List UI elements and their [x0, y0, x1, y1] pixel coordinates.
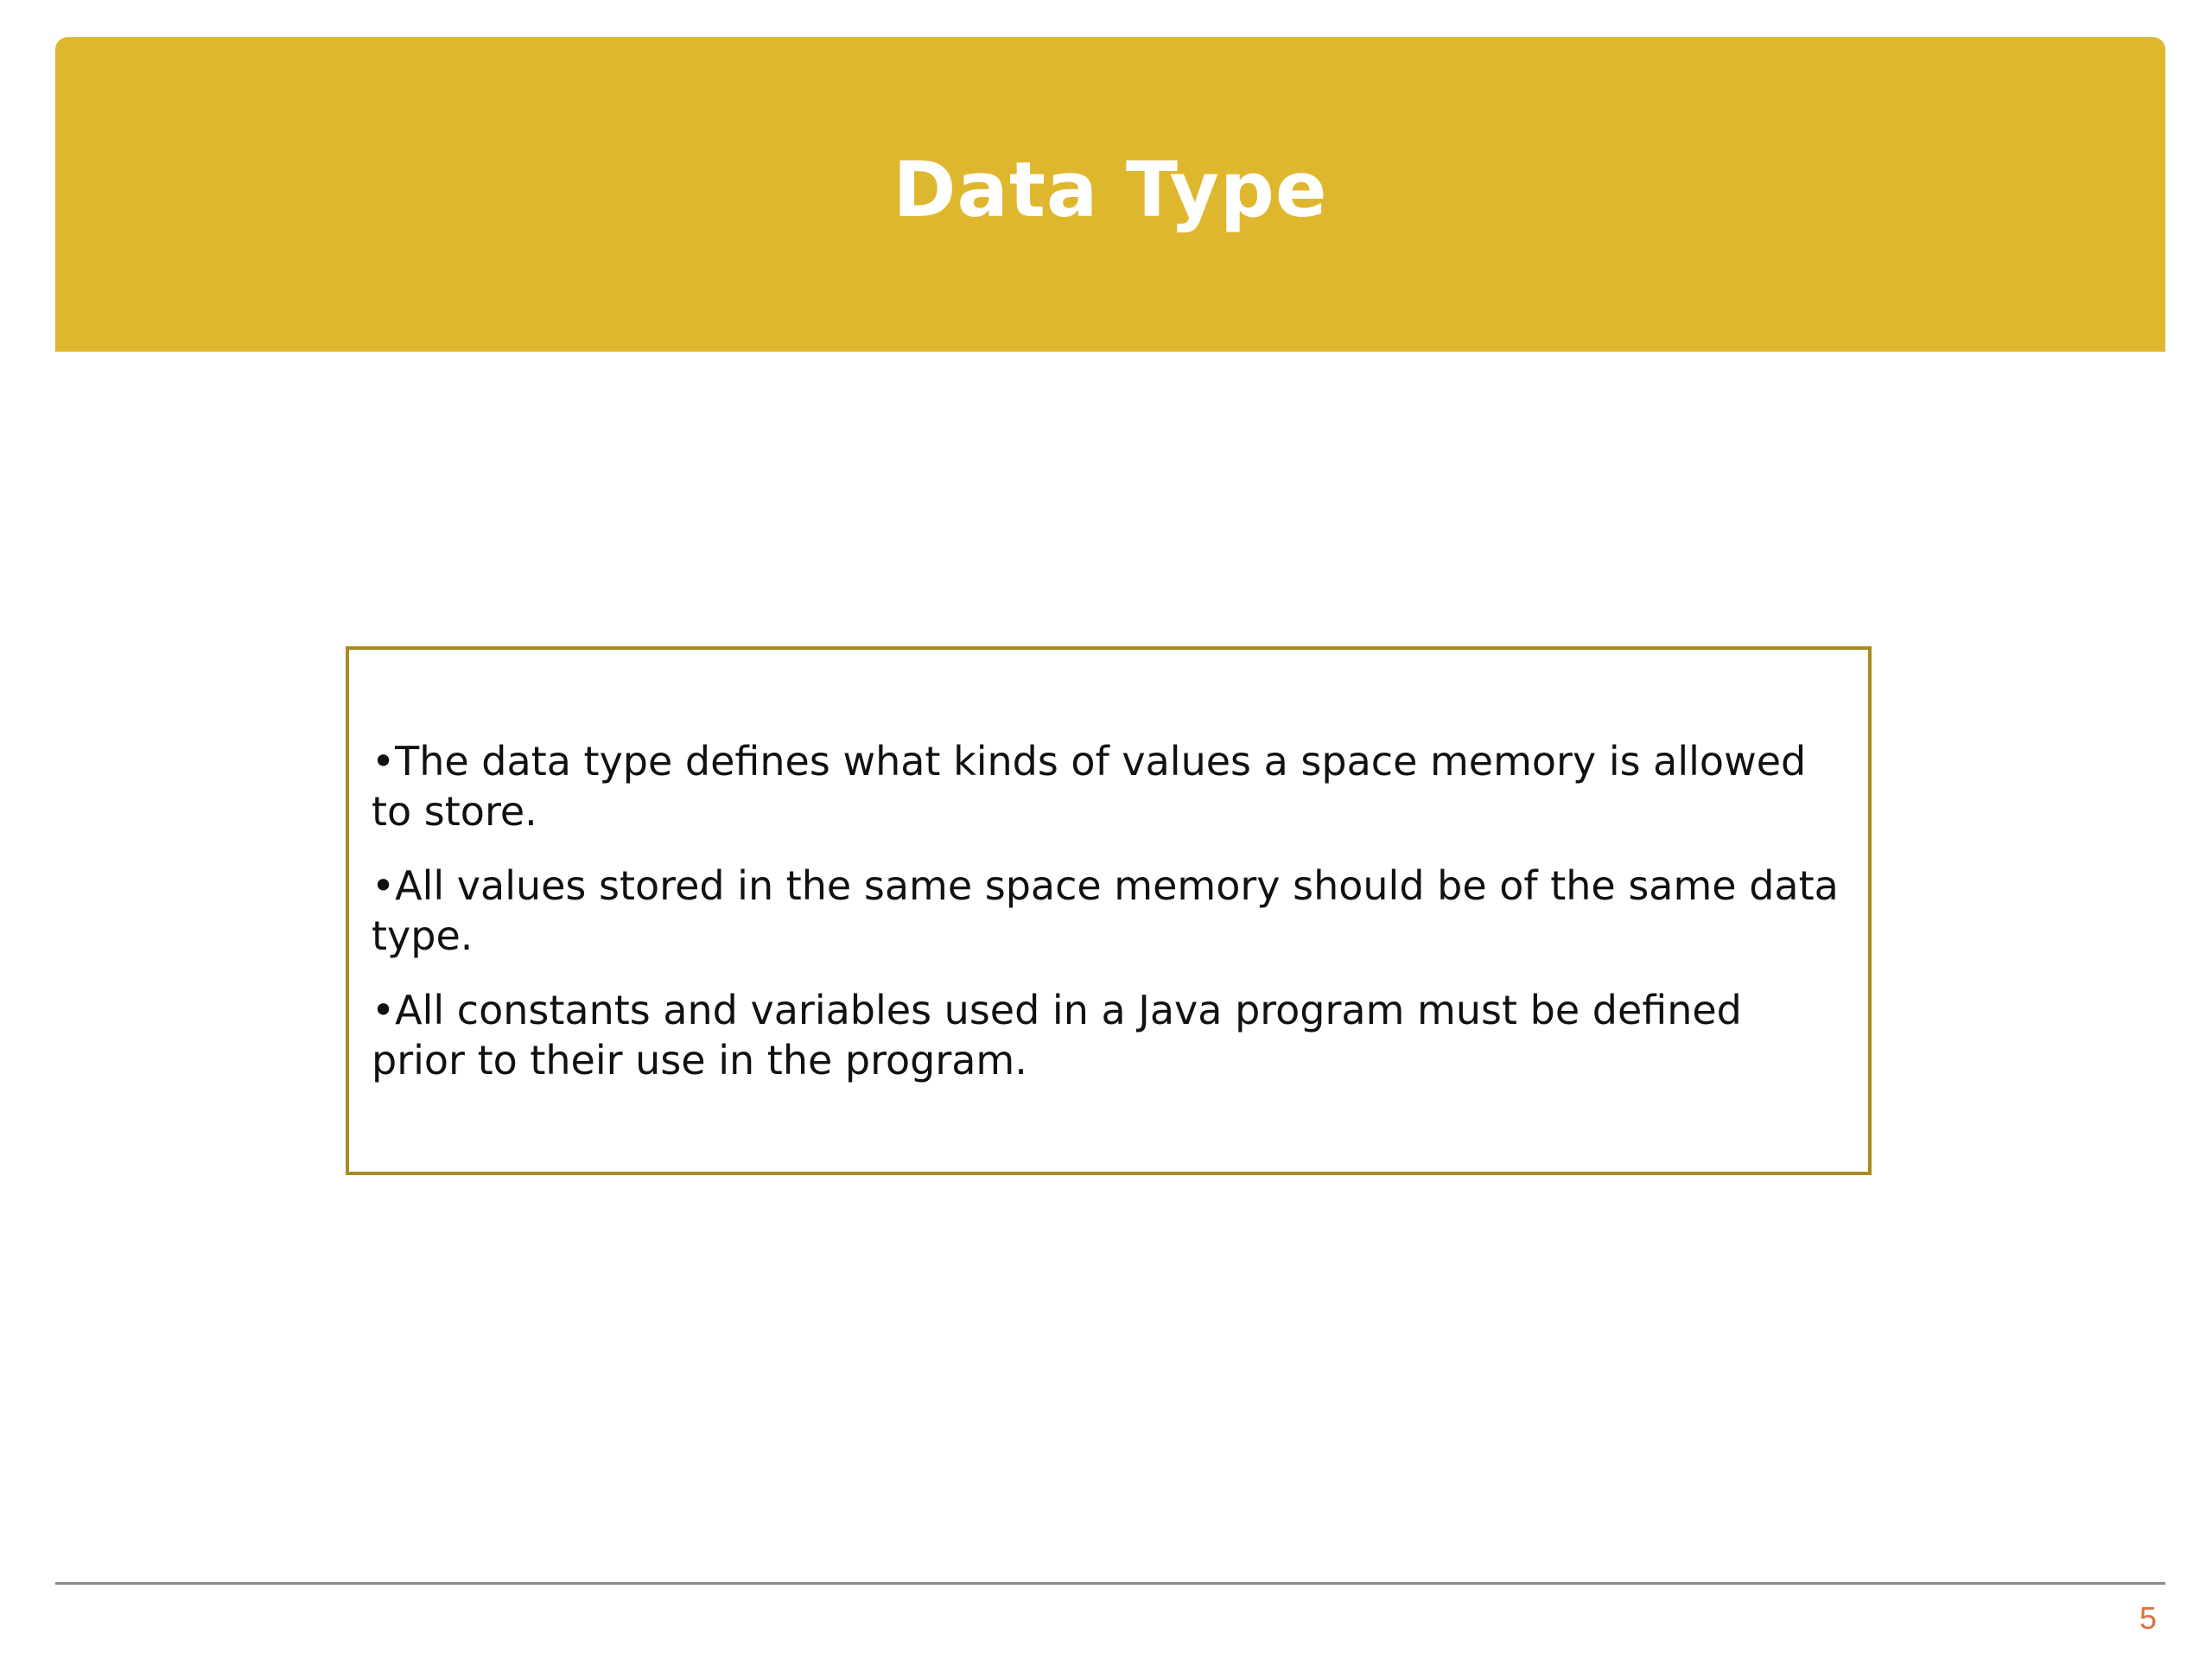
bullet-list [372, 736, 1840, 1109]
bullet-item: •All values stored in the same space memory should be of the same data type. [372, 862, 1839, 959]
title-bar [55, 37, 2165, 352]
footer-divider [55, 1582, 2165, 1585]
bullet-item: •All constants and variables used in a Java program must be defined prior to their use in the program. [372, 987, 1742, 1084]
content-box [346, 646, 1872, 1175]
slide-title: Data Type [893, 144, 1328, 234]
bullet-item: •The data type defines what kinds of values a space memory is allowed to store. [372, 738, 1807, 835]
page-number: 5 [2139, 1600, 2157, 1636]
